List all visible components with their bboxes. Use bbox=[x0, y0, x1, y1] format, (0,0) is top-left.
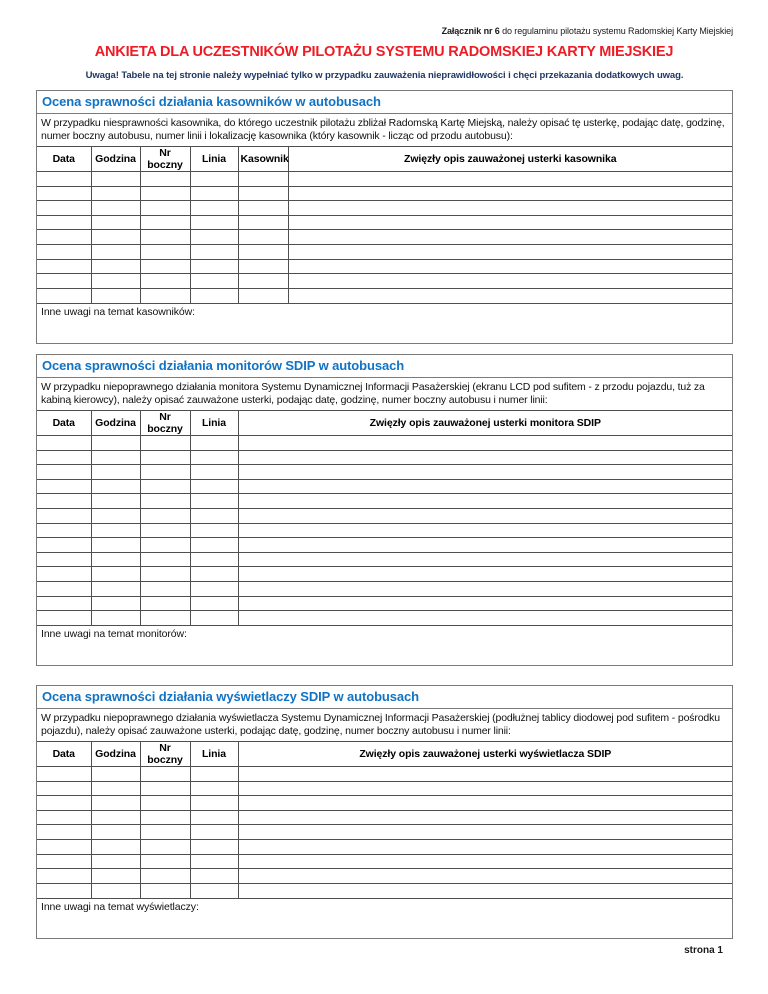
attachment-description: do regulaminu pilotażu systemu Radomskiej Karty Miejskiej bbox=[499, 26, 733, 36]
table-cell bbox=[37, 201, 91, 216]
table-row bbox=[37, 825, 732, 840]
table-row bbox=[37, 479, 732, 494]
table-cell bbox=[37, 869, 91, 884]
table-cell bbox=[91, 201, 140, 216]
table-cell bbox=[190, 854, 238, 869]
section-description: W przypadku niepoprawnego działania wyświetlacza Systemu Dynamicznej Informacji Pasażerskiej (podłużnej tablicy diodowej pod sufitem - pośrodku pojazdu), należy opisać zauważone usterki, podając datę, godzinę, numer boczny autobusu i numer linii: bbox=[37, 709, 732, 742]
table-cell bbox=[140, 538, 190, 553]
table-cell bbox=[91, 230, 140, 245]
table-cell bbox=[91, 596, 140, 611]
table-cell bbox=[238, 201, 288, 216]
table-row bbox=[37, 611, 732, 626]
table-cell bbox=[190, 288, 238, 303]
table-row bbox=[37, 552, 732, 567]
table-cell bbox=[91, 288, 140, 303]
table-cell bbox=[37, 781, 91, 796]
table-row bbox=[37, 244, 732, 259]
table-header-row bbox=[37, 742, 732, 767]
table-cell bbox=[238, 479, 732, 494]
column-header: Zwięzły opis zauważonej usterki kasownika bbox=[288, 147, 732, 172]
table-cell bbox=[37, 825, 91, 840]
table-row bbox=[37, 288, 732, 303]
column-header: Data bbox=[37, 411, 91, 436]
table-cell bbox=[238, 552, 732, 567]
table-cell bbox=[37, 839, 91, 854]
table-cell bbox=[91, 796, 140, 811]
table-cell bbox=[190, 869, 238, 884]
table-cell bbox=[91, 810, 140, 825]
issues-table-kasowniki bbox=[37, 147, 732, 303]
table-cell bbox=[238, 781, 732, 796]
table-cell bbox=[288, 288, 732, 303]
table-cell bbox=[140, 839, 190, 854]
table-cell bbox=[140, 201, 190, 216]
table-cell bbox=[238, 465, 732, 480]
table-cell bbox=[190, 825, 238, 840]
table-cell bbox=[190, 479, 238, 494]
table-cell bbox=[190, 883, 238, 898]
other-remarks-area: Inne uwagi na temat wyświetlaczy: bbox=[37, 898, 732, 938]
section-title: Ocena sprawności działania kasowników w autobusach bbox=[37, 91, 732, 114]
table-cell bbox=[37, 883, 91, 898]
table-cell bbox=[91, 781, 140, 796]
column-header: Data bbox=[37, 147, 91, 172]
table-cell bbox=[190, 259, 238, 274]
table-cell bbox=[37, 538, 91, 553]
table-cell bbox=[91, 825, 140, 840]
table-cell bbox=[238, 767, 732, 782]
table-cell bbox=[190, 581, 238, 596]
section-kasowniki bbox=[36, 90, 733, 344]
table-cell bbox=[140, 552, 190, 567]
table-cell bbox=[140, 523, 190, 538]
table-cell bbox=[190, 508, 238, 523]
issues-table-wyswietlacze bbox=[37, 742, 732, 898]
table-cell bbox=[238, 611, 732, 626]
page-title: ANKIETA DLA UCZESTNIKÓW PILOTAŻU SYSTEMU RADOMSKIEJ KARTY MIEJSKIEJ bbox=[94, 44, 674, 60]
table-header-row bbox=[37, 147, 732, 172]
table-cell bbox=[238, 230, 288, 245]
table-cell bbox=[91, 538, 140, 553]
column-header: Godzina bbox=[91, 742, 140, 767]
table-cell bbox=[140, 825, 190, 840]
table-cell bbox=[190, 450, 238, 465]
table-cell bbox=[238, 215, 288, 230]
table-cell bbox=[140, 230, 190, 245]
table-cell bbox=[238, 810, 732, 825]
table-cell bbox=[140, 436, 190, 451]
table-cell bbox=[190, 538, 238, 553]
table-cell bbox=[37, 479, 91, 494]
table-cell bbox=[288, 259, 732, 274]
table-cell bbox=[190, 274, 238, 289]
table-cell bbox=[238, 523, 732, 538]
table-cell bbox=[140, 288, 190, 303]
table-cell bbox=[140, 781, 190, 796]
table-cell bbox=[190, 596, 238, 611]
attachment-number: Załącznik nr 6 bbox=[441, 26, 500, 36]
table-cell bbox=[288, 201, 732, 216]
table-cell bbox=[238, 839, 732, 854]
table-cell bbox=[91, 244, 140, 259]
table-cell bbox=[190, 567, 238, 582]
table-cell bbox=[238, 259, 288, 274]
table-cell bbox=[140, 581, 190, 596]
table-cell bbox=[288, 172, 732, 187]
table-row bbox=[37, 450, 732, 465]
table-cell bbox=[91, 479, 140, 494]
table-cell bbox=[238, 825, 732, 840]
table-cell bbox=[238, 538, 732, 553]
table-cell bbox=[238, 186, 288, 201]
table-cell bbox=[37, 230, 91, 245]
table-cell bbox=[37, 596, 91, 611]
table-row bbox=[37, 567, 732, 582]
table-cell bbox=[190, 781, 238, 796]
table-cell bbox=[37, 436, 91, 451]
table-cell bbox=[140, 215, 190, 230]
table-row bbox=[37, 186, 732, 201]
table-cell bbox=[37, 523, 91, 538]
table-cell bbox=[190, 611, 238, 626]
table-cell bbox=[238, 581, 732, 596]
table-cell bbox=[37, 450, 91, 465]
table-cell bbox=[91, 274, 140, 289]
table-cell bbox=[140, 869, 190, 884]
column-header: Godzina bbox=[91, 411, 140, 436]
column-header: Godzina bbox=[91, 147, 140, 172]
table-cell bbox=[190, 767, 238, 782]
table-row bbox=[37, 767, 732, 782]
table-cell bbox=[37, 215, 91, 230]
table-cell bbox=[238, 244, 288, 259]
other-remarks-area: Inne uwagi na temat kasowników: bbox=[37, 303, 732, 343]
table-cell bbox=[238, 288, 288, 303]
table-cell bbox=[91, 508, 140, 523]
table-cell bbox=[238, 854, 732, 869]
table-cell bbox=[37, 172, 91, 187]
table-cell bbox=[140, 611, 190, 626]
table-row bbox=[37, 781, 732, 796]
table-cell bbox=[238, 450, 732, 465]
table-header-row bbox=[37, 411, 732, 436]
table-cell bbox=[37, 854, 91, 869]
table-cell bbox=[140, 508, 190, 523]
page-number: strona 1 bbox=[684, 945, 723, 956]
table-cell bbox=[37, 810, 91, 825]
table-cell bbox=[37, 274, 91, 289]
table-row bbox=[37, 172, 732, 187]
table-cell bbox=[238, 508, 732, 523]
table-cell bbox=[140, 186, 190, 201]
table-row bbox=[37, 581, 732, 596]
column-header: Linia bbox=[190, 147, 238, 172]
table-cell bbox=[91, 465, 140, 480]
table-cell bbox=[37, 796, 91, 811]
table-row bbox=[37, 508, 732, 523]
table-cell bbox=[190, 201, 238, 216]
table-cell bbox=[91, 494, 140, 509]
table-row bbox=[37, 883, 732, 898]
table-cell bbox=[288, 186, 732, 201]
column-header: Kasownik bbox=[238, 147, 288, 172]
table-cell bbox=[37, 465, 91, 480]
table-row bbox=[37, 465, 732, 480]
table-cell bbox=[37, 494, 91, 509]
table-row bbox=[37, 201, 732, 216]
table-cell bbox=[238, 883, 732, 898]
table-cell bbox=[91, 436, 140, 451]
table-row bbox=[37, 230, 732, 245]
table-cell bbox=[140, 479, 190, 494]
table-row bbox=[37, 259, 732, 274]
section-description: W przypadku niesprawności kasownika, do którego uczestnik pilotażu zbliżał Radomską Kartę Miejską, należy opisać tę usterkę, podając datę, godzinę, numer boczny autobusu, numer linii i lokalizację kasownika (który kasownik - licząc od przodu autobusu): bbox=[37, 114, 732, 147]
table-cell bbox=[91, 552, 140, 567]
table-cell bbox=[37, 581, 91, 596]
issues-table-monitory bbox=[37, 411, 732, 625]
table-cell bbox=[91, 839, 140, 854]
table-cell bbox=[190, 436, 238, 451]
section-title: Ocena sprawności działania wyświetlaczy SDIP w autobusach bbox=[37, 686, 732, 709]
page-note: Uwaga! Tabele na tej stronie należy wypełniać tylko w przypadku zauważenia nieprawidłowości i chęci przekazania dodatkowych uwag. bbox=[85, 70, 684, 81]
table-cell bbox=[91, 869, 140, 884]
table-cell bbox=[37, 186, 91, 201]
column-header: Zwięzły opis zauważonej usterki monitora SDIP bbox=[238, 411, 732, 436]
attachment-reference bbox=[442, 26, 733, 36]
table-cell bbox=[140, 465, 190, 480]
table-cell bbox=[140, 244, 190, 259]
table-cell bbox=[140, 494, 190, 509]
section-monitory-sdip bbox=[36, 354, 733, 666]
table-cell bbox=[140, 567, 190, 582]
column-header: Nr boczny bbox=[140, 147, 190, 172]
table-cell bbox=[190, 186, 238, 201]
table-cell bbox=[190, 523, 238, 538]
table-cell bbox=[190, 244, 238, 259]
column-header: Data bbox=[37, 742, 91, 767]
table-row bbox=[37, 436, 732, 451]
table-cell bbox=[91, 581, 140, 596]
table-cell bbox=[91, 883, 140, 898]
table-cell bbox=[91, 186, 140, 201]
table-cell bbox=[37, 567, 91, 582]
table-cell bbox=[91, 767, 140, 782]
table-cell bbox=[37, 767, 91, 782]
table-row bbox=[37, 494, 732, 509]
table-cell bbox=[91, 611, 140, 626]
column-header: Nr boczny bbox=[140, 411, 190, 436]
table-cell bbox=[190, 810, 238, 825]
table-cell bbox=[190, 465, 238, 480]
table-cell bbox=[37, 552, 91, 567]
table-cell bbox=[37, 244, 91, 259]
table-cell bbox=[238, 274, 288, 289]
table-row bbox=[37, 596, 732, 611]
table-row bbox=[37, 810, 732, 825]
table-cell bbox=[190, 552, 238, 567]
table-cell bbox=[288, 274, 732, 289]
table-cell bbox=[91, 215, 140, 230]
table-row bbox=[37, 274, 732, 289]
table-cell bbox=[238, 869, 732, 884]
table-cell bbox=[238, 596, 732, 611]
table-cell bbox=[238, 436, 732, 451]
section-title: Ocena sprawności działania monitorów SDIP w autobusach bbox=[37, 355, 732, 378]
table-cell bbox=[140, 450, 190, 465]
table-cell bbox=[190, 839, 238, 854]
section-wyswietlacze-sdip bbox=[36, 685, 733, 939]
table-cell bbox=[140, 274, 190, 289]
column-header: Linia bbox=[190, 411, 238, 436]
column-header: Linia bbox=[190, 742, 238, 767]
table-cell bbox=[91, 172, 140, 187]
table-cell bbox=[91, 523, 140, 538]
table-row bbox=[37, 854, 732, 869]
table-row bbox=[37, 538, 732, 553]
table-row bbox=[37, 523, 732, 538]
table-row bbox=[37, 869, 732, 884]
section-description: W przypadku niepoprawnego działania monitora Systemu Dynamicznej Informacji Pasażerskiej (ekranu LCD pod sufitem - z przodu pojazdu, tuż za kabiną kierowcy), należy opisać zauważone usterki, podając datę, godzinę, numer boczny autobusu i numer linii: bbox=[37, 378, 732, 411]
table-cell bbox=[140, 596, 190, 611]
table-cell bbox=[37, 508, 91, 523]
table-cell bbox=[140, 810, 190, 825]
table-cell bbox=[140, 796, 190, 811]
table-cell bbox=[140, 172, 190, 187]
table-cell bbox=[238, 567, 732, 582]
table-cell bbox=[288, 230, 732, 245]
table-cell bbox=[91, 567, 140, 582]
table-cell bbox=[91, 450, 140, 465]
table-cell bbox=[288, 215, 732, 230]
table-cell bbox=[190, 230, 238, 245]
table-cell bbox=[238, 796, 732, 811]
table-cell bbox=[238, 172, 288, 187]
table-cell bbox=[91, 259, 140, 274]
other-remarks-area: Inne uwagi na temat monitorów: bbox=[37, 625, 732, 665]
table-row bbox=[37, 796, 732, 811]
column-header: Nr boczny bbox=[140, 742, 190, 767]
table-cell bbox=[190, 796, 238, 811]
table-cell bbox=[190, 494, 238, 509]
table-cell bbox=[37, 288, 91, 303]
table-row bbox=[37, 215, 732, 230]
table-cell bbox=[37, 611, 91, 626]
table-cell bbox=[140, 883, 190, 898]
table-cell bbox=[140, 767, 190, 782]
table-cell bbox=[238, 494, 732, 509]
table-cell bbox=[190, 215, 238, 230]
table-cell bbox=[288, 244, 732, 259]
table-cell bbox=[190, 172, 238, 187]
column-header: Zwięzły opis zauważonej usterki wyświetlacza SDIP bbox=[238, 742, 732, 767]
table-cell bbox=[91, 854, 140, 869]
table-row bbox=[37, 839, 732, 854]
table-cell bbox=[140, 259, 190, 274]
table-cell bbox=[37, 259, 91, 274]
table-cell bbox=[140, 854, 190, 869]
